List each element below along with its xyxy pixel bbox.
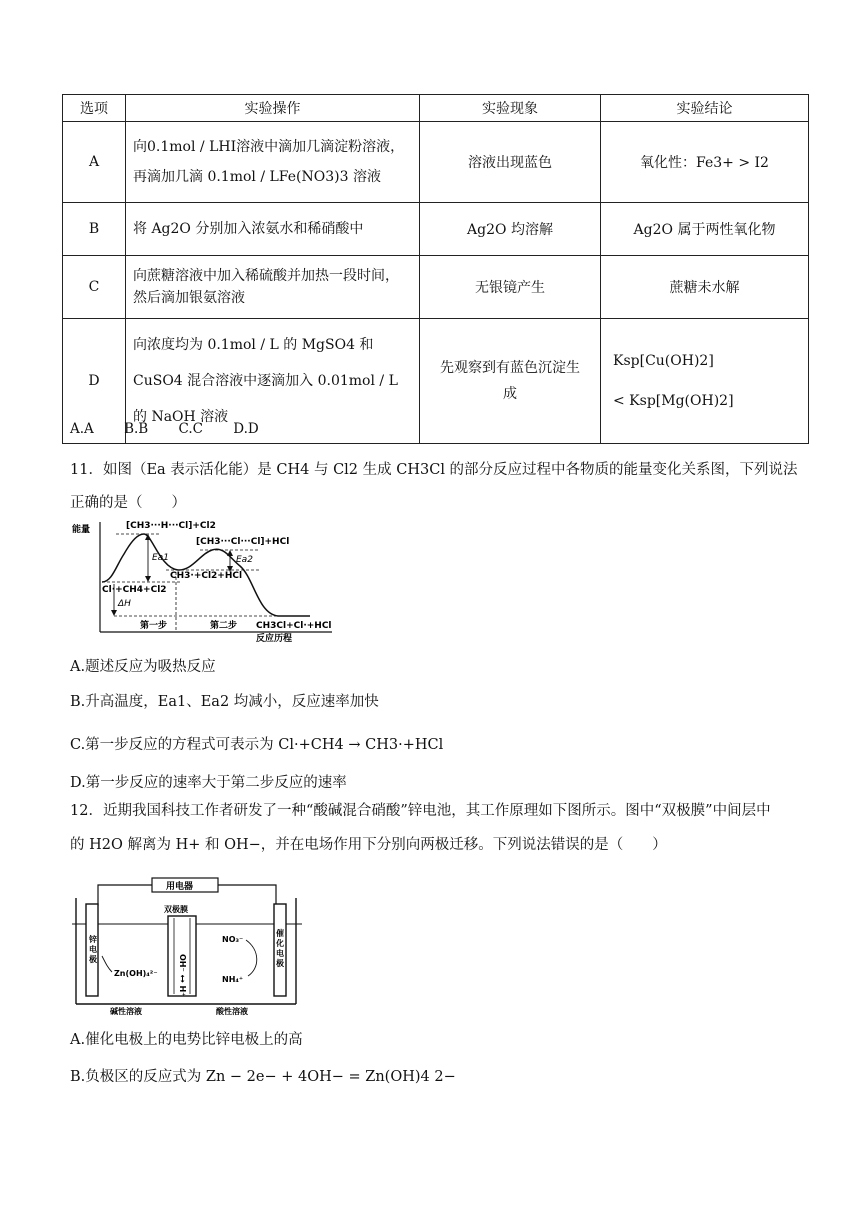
option-c: C.C (178, 421, 203, 437)
operation-line: 再滴加几滴 0.1mol / LFe(NO3)3 溶液 (133, 169, 381, 185)
y-axis-label: 能量 (72, 525, 91, 535)
operation-line: 向蔗糖溶液中加入稀硫酸并加热一段时间， (133, 268, 399, 284)
option-d: D.D (233, 421, 259, 437)
step2-label: 第二步 (210, 621, 238, 631)
q10-options (70, 421, 285, 437)
delta-h-label: ΔH (118, 599, 131, 609)
ammonium-label: NH₄⁺ (222, 975, 244, 984)
products-label: CH3Cl+Cl·+HCl (256, 621, 332, 631)
energy-diagram (70, 516, 340, 648)
table-row (63, 203, 809, 256)
phenomenon-cell (420, 319, 601, 444)
conclusion-line: < Ksp[Mg(OH)2] (613, 393, 734, 409)
transition-state-2-label: [CH3···Cl···Cl]+HCl (196, 537, 290, 547)
oh-arrow-label: OH⁻ ← (178, 954, 187, 982)
option-b: B.B (124, 421, 149, 437)
ea2-label: Ea2 (236, 555, 253, 565)
table-header-row (63, 95, 809, 122)
phenomenon-cell: 无银镜产生 (420, 256, 601, 319)
load-label: 用电器 (166, 882, 194, 892)
operation-line: 的 NaOH 溶液 (133, 409, 229, 425)
nitrate-label: NO₃⁻ (222, 935, 244, 944)
conclusion-cell (601, 319, 809, 444)
conclusion-cell: Ag2O 属于两性氧化物 (601, 203, 809, 256)
q11-stem-cont: 正确的是（ ） (70, 495, 186, 511)
q12-stem-cont: 的 H2O 解离为 H+ 和 OH−，并在电场作用下分别向两极迁移。下列说法错误的是（ ） (70, 837, 667, 853)
option-cell: D (63, 319, 126, 444)
q11-option-b: B.升高温度，Ea1、Ea2 均减小，反应速率加快 (70, 694, 379, 710)
operation-cell (126, 256, 420, 319)
q12-stem: 12．近期我国科技工作者研发了一种“酸碱混合硝酸”锌电池，其工作原理如下图所示。图中“双极膜”中间层中 (70, 803, 771, 819)
q12-option-b: B.负极区的反应式为 Zn − 2e− + 4OH− = Zn(OH)4 2− (70, 1069, 456, 1085)
experiment-table (62, 94, 809, 444)
phenomenon-line: 成 (503, 386, 517, 402)
catalytic-electrode-label: 催化电极 (276, 929, 284, 968)
operation-line: 然后滴加银氨溶液 (133, 290, 245, 306)
header-operation: 实验操作 (126, 95, 420, 122)
conclusion-line: Ksp[Cu(OH)2] (613, 353, 714, 369)
x-axis-label: 反应历程 (256, 634, 293, 644)
h-arrow-label: → H⁺ (178, 976, 187, 997)
option-a: A.A (70, 421, 94, 437)
operation-line: CuSO4 混合溶液中逐滴加入 0.01mol / L (133, 373, 398, 389)
alkaline-solution-label: 碱性溶液 (110, 1007, 142, 1016)
transition-state-1-label: [CH3···H···Cl]+Cl2 (126, 521, 216, 531)
membrane-label: 双极膜 (164, 905, 188, 914)
zincate-label: Zn(OH)₄²⁻ (114, 969, 158, 978)
option-cell: B (63, 203, 126, 256)
phenomenon-line: 先观察到有蓝色沉淀生 (440, 360, 580, 376)
header-phenomenon: 实验现象 (420, 95, 601, 122)
operation-cell: 将 Ag2O 分别加入浓氨水和稀硝酸中 (126, 203, 420, 256)
q11-option-a: A.题述反应为吸热反应 (70, 659, 216, 675)
operation-line: 向0.1mol / LHI溶液中滴加几滴淀粉溶液， (133, 139, 405, 155)
phenomenon-cell: 溶液出现蓝色 (420, 122, 601, 203)
q12-option-a: A.催化电极上的电势比锌电极上的高 (70, 1032, 303, 1048)
battery-diagram (70, 872, 310, 1022)
option-cell: A (63, 122, 126, 203)
zinc-electrode-label: 锌电极 (89, 935, 97, 964)
intermediate-label: CH3·+Cl2+HCl (170, 571, 243, 581)
operation-line: 向浓度均为 0.1mol / L 的 MgSO4 和 (133, 337, 374, 353)
step1-label: 第一步 (140, 621, 168, 631)
operation-cell (126, 122, 420, 203)
q11-option-d: D.第一步反应的速率大于第二步反应的速率 (70, 775, 347, 791)
option-cell: C (63, 256, 126, 319)
conclusion-cell: 蔗糖未水解 (601, 256, 809, 319)
acidic-solution-label: 酸性溶液 (216, 1007, 248, 1016)
ea1-label: Ea1 (152, 553, 169, 563)
table-row (63, 122, 809, 203)
reactants-label: Cl·+CH4+Cl2 (102, 585, 167, 595)
q11-option-c: C.第一步反应的方程式可表示为 Cl·+CH4 → CH3·+HCl (70, 737, 444, 753)
conclusion-cell: 氧化性：Fe3+ > I2 (601, 122, 809, 203)
phenomenon-cell: Ag2O 均溶解 (420, 203, 601, 256)
q11-stem: 11．如图（Ea 表示活化能）是 CH4 与 Cl2 生成 CH3Cl 的部分反应过程中各物质的能量变化关系图，下列说法 (70, 462, 798, 478)
table-row (63, 256, 809, 319)
header-conclusion: 实验结论 (601, 95, 809, 122)
header-option: 选项 (63, 95, 126, 122)
